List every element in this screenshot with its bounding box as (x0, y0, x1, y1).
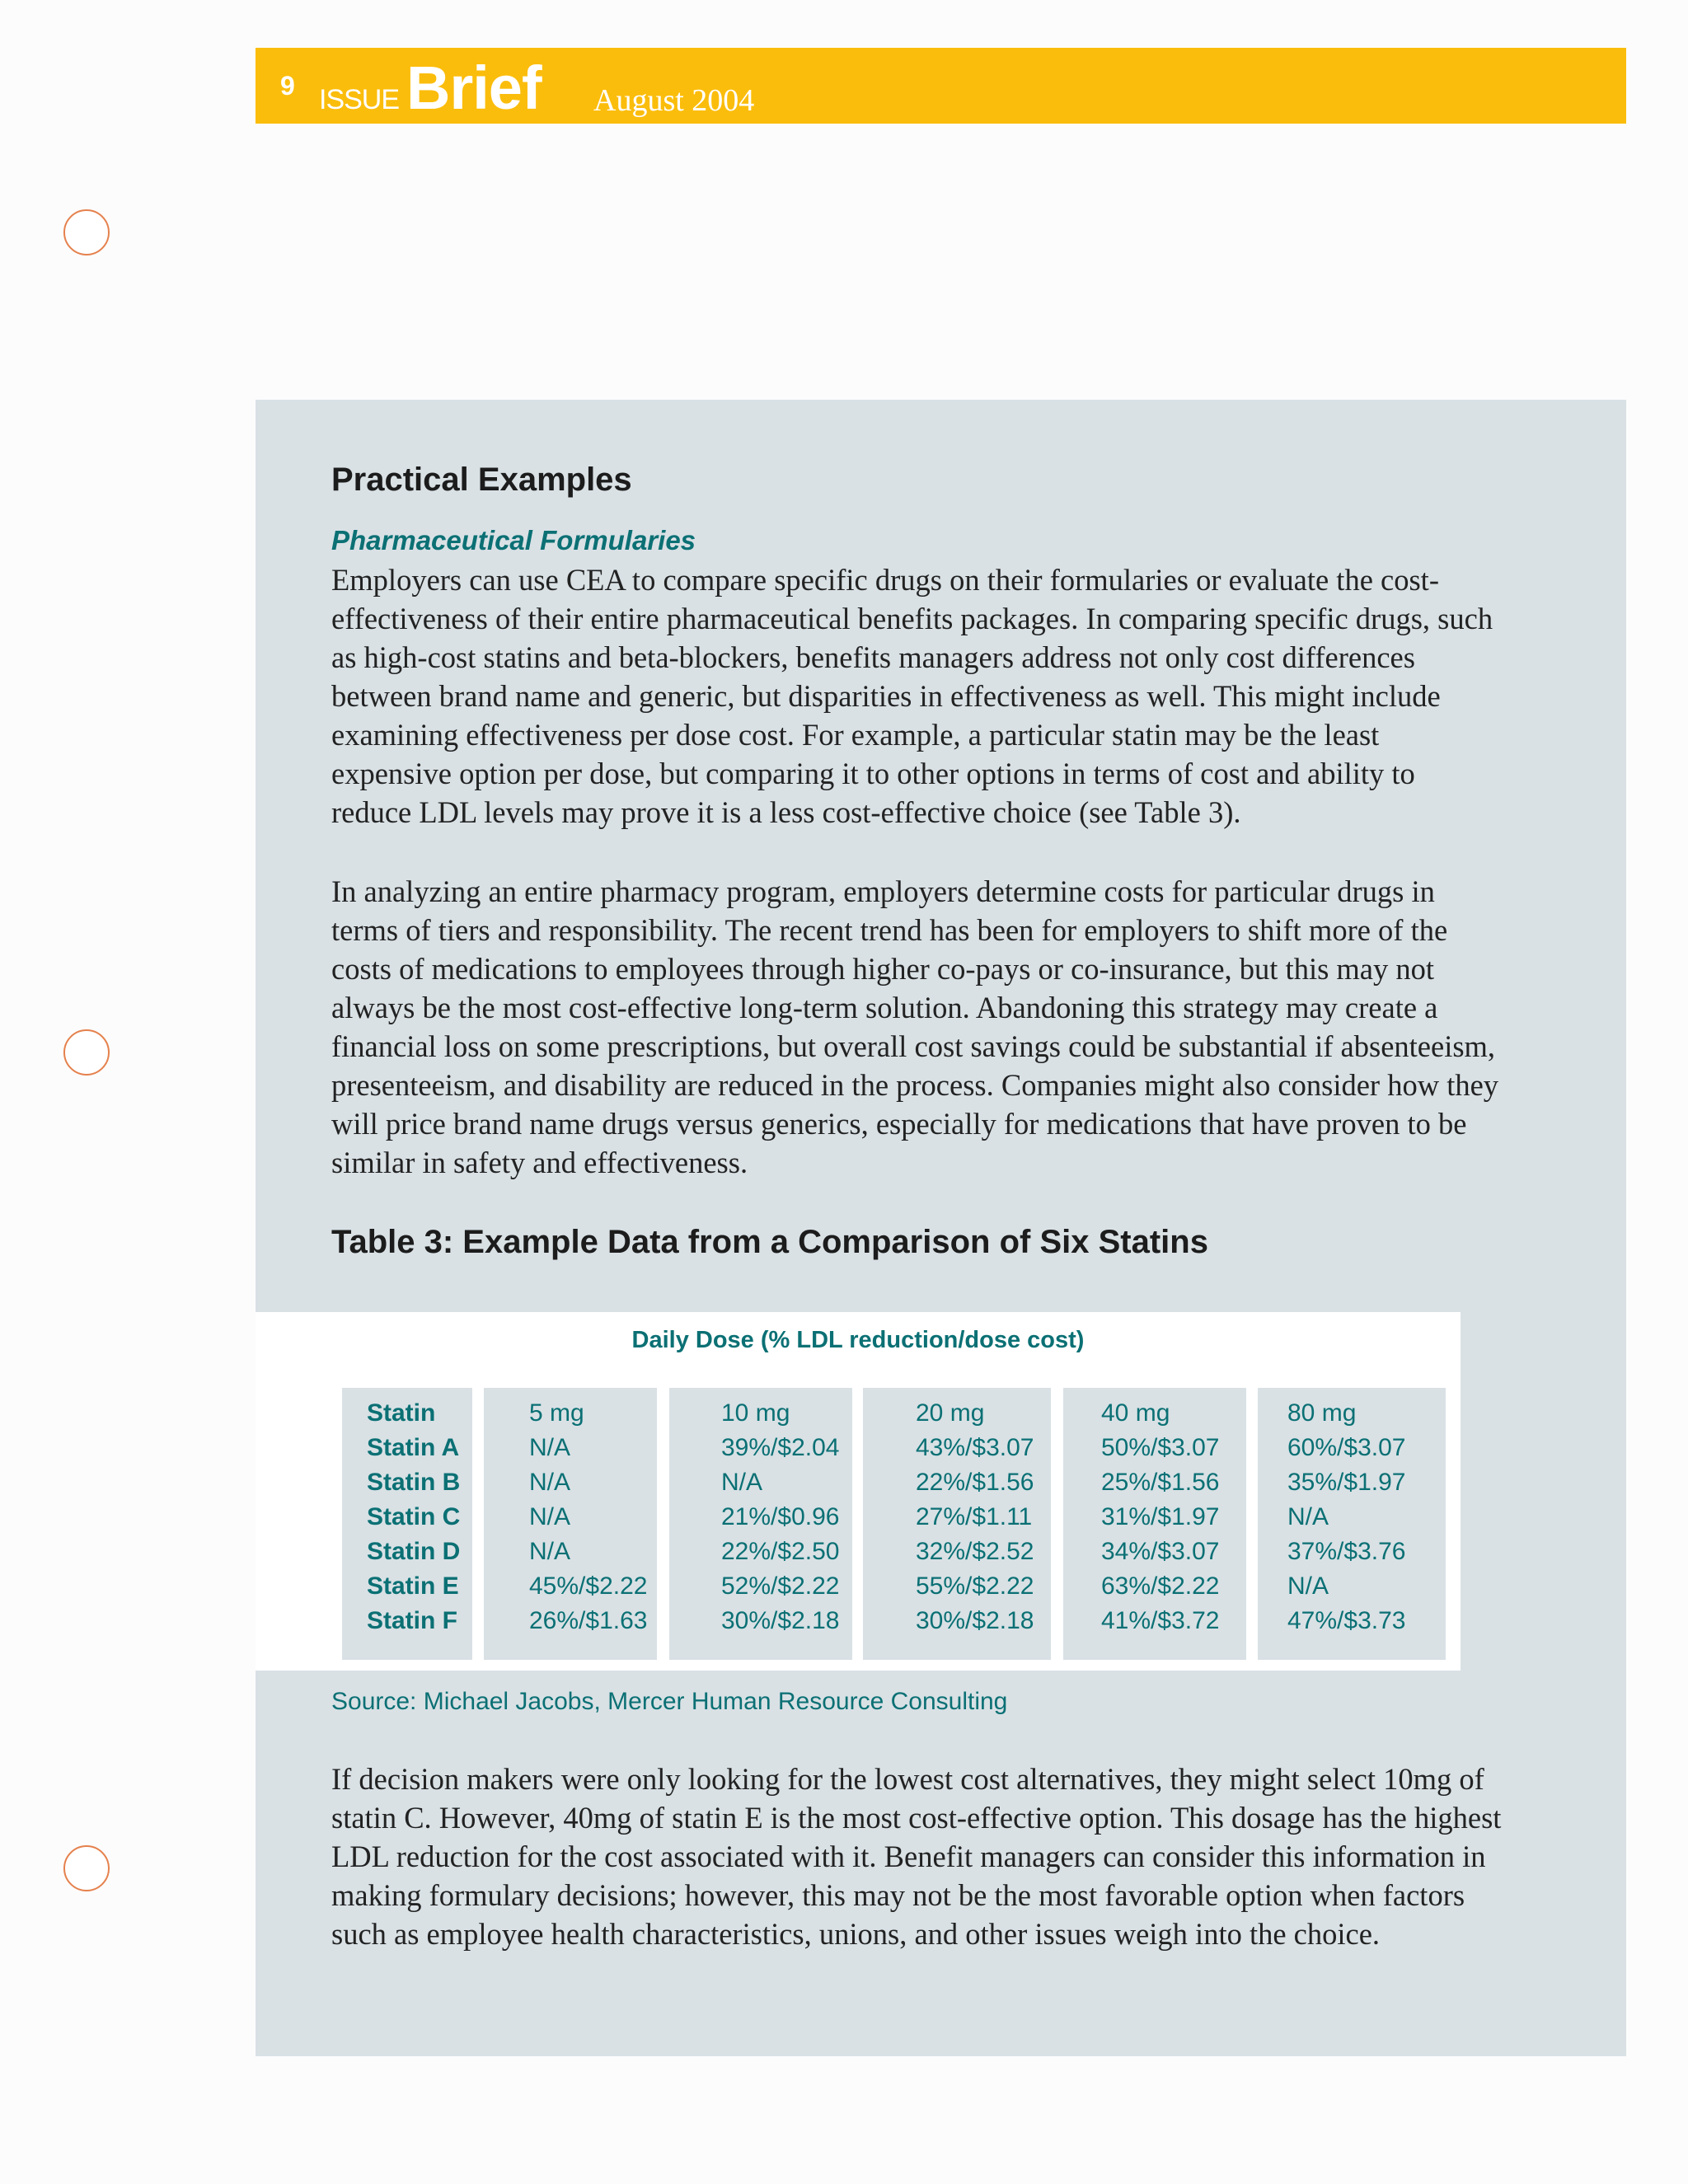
column-header: 5 mg (529, 1399, 584, 1427)
table-column (1063, 1388, 1246, 1660)
table-cell: 52%/$2.22 (721, 1572, 840, 1600)
table-cell: 45%/$2.22 (529, 1572, 648, 1600)
brief-label: Brief (406, 54, 542, 122)
table-cell: N/A (721, 1469, 763, 1496)
row-label: Statin D (367, 1538, 461, 1565)
row-label: Statin B (367, 1469, 461, 1496)
table-column (342, 1388, 472, 1660)
table-cell: 30%/$2.18 (916, 1607, 1034, 1634)
table-cell: 35%/$1.97 (1287, 1469, 1406, 1496)
table-cell: 32%/$2.52 (916, 1538, 1034, 1565)
binder-hole-icon (63, 209, 110, 255)
column-header: Statin (367, 1399, 436, 1427)
table-cell: N/A (529, 1469, 571, 1496)
page-number: 9 (280, 71, 295, 101)
table-cell: 30%/$2.18 (721, 1607, 840, 1634)
column-header: 10 mg (721, 1399, 790, 1427)
table-cell: 47%/$3.73 (1287, 1607, 1406, 1634)
table-column (1258, 1388, 1446, 1660)
binder-hole-icon (63, 1845, 110, 1891)
table-cell: N/A (1287, 1572, 1329, 1600)
section-subtitle: Pharmaceutical Formularies (331, 525, 696, 555)
table-cell: 34%/$3.07 (1101, 1538, 1220, 1565)
table-cell: N/A (529, 1503, 571, 1530)
table-cell: N/A (1287, 1503, 1329, 1530)
table-cell: N/A (529, 1434, 571, 1461)
row-label: Statin C (367, 1503, 461, 1530)
table-cell: 37%/$3.76 (1287, 1538, 1406, 1565)
binder-hole-icon (63, 1029, 110, 1076)
table-cell: 27%/$1.11 (916, 1503, 1033, 1530)
column-header: 40 mg (1101, 1399, 1170, 1427)
table-source: Source: Michael Jacobs, Mercer Human Resource Consulting (331, 1688, 1008, 1715)
table-title: Table 3: Example Data from a Comparison of Six Statins (331, 1224, 1208, 1260)
row-label: Statin A (367, 1434, 460, 1461)
column-header: 20 mg (916, 1399, 985, 1427)
row-label: Statin E (367, 1572, 459, 1600)
table-cell: 26%/$1.63 (529, 1607, 648, 1634)
table-cell: 21%/$0.96 (721, 1503, 840, 1530)
section-title: Practical Examples (331, 462, 632, 498)
paragraph: Employers can use CEA to compare specific drugs on their formularies or evaluate the cost-effectiveness of their entire pharmaceutical benefits packages. In comparing specific drugs, such as high-cost statins and beta-blockers, benefits managers address not only cost differences between brand name and generic, but disparities in effectiveness as well. This might include examining effectiveness per dose cost. For example, a particular statin may be the least expensive option per dose, but comparing it to other options in terms of cost and ability to reduce LDL levels may prove it is a less cost-effective choice (see Table 3). (331, 563, 1493, 829)
column-header: 80 mg (1287, 1399, 1357, 1427)
table-cell: 63%/$2.22 (1101, 1572, 1220, 1600)
table-column (669, 1388, 852, 1660)
table-cell: 22%/$2.50 (721, 1538, 840, 1565)
table-cell: 55%/$2.22 (916, 1572, 1034, 1600)
table-caption: Daily Dose (% LDL reduction/dose cost) (631, 1327, 1085, 1353)
table-cell: 41%/$3.72 (1101, 1607, 1220, 1634)
paragraph: In analyzing an entire pharmacy program, employers determine costs for particular drugs in terms of tiers and responsibility. The recent trend has been for employers to shift more of the costs of medications to employees through higher co-pays or co-insurance, but this may not always be the most cost-effective long-term solution. Abandoning this strategy may create a financial loss on some prescriptions, but overall cost savings could be substantial if absenteeism, presenteeism, and disability are reduced in the process. Companies might also consider how they will price brand name drugs versus generics, especially for medications that have proven to be similar in safety and effectiveness. (331, 874, 1499, 1179)
table-cell: 31%/$1.97 (1101, 1503, 1220, 1530)
paragraph: If decision makers were only looking for the lowest cost alternatives, they might select 10mg of statin C. However, 40mg of statin E is the most cost-effective option. This dosage has the highest LDL reduction for the cost associated with it. Benefit managers can consider this information in making formulary decisions; however, this may not be the most favorable option when factors such as employee health characteristics, unions, and other issues weigh into the choice. (331, 1762, 1502, 1951)
table-cell: 39%/$2.04 (721, 1434, 840, 1461)
issue-brief-header (256, 48, 1626, 124)
table-column (863, 1388, 1051, 1660)
issue-date: August 2004 (593, 83, 755, 118)
table-cell: 22%/$1.56 (916, 1469, 1034, 1496)
table-cell: 60%/$3.07 (1287, 1434, 1406, 1461)
table-cell: 25%/$1.56 (1101, 1469, 1220, 1496)
table-cell: N/A (529, 1538, 571, 1565)
row-label: Statin F (367, 1607, 457, 1634)
content-panel (256, 400, 1626, 2056)
statin-comparison-table (256, 1312, 1461, 1671)
table-cell: 43%/$3.07 (916, 1434, 1034, 1461)
issue-label: ISSUE (319, 84, 400, 115)
table-cell: 50%/$3.07 (1101, 1434, 1220, 1461)
table-column (484, 1388, 657, 1660)
